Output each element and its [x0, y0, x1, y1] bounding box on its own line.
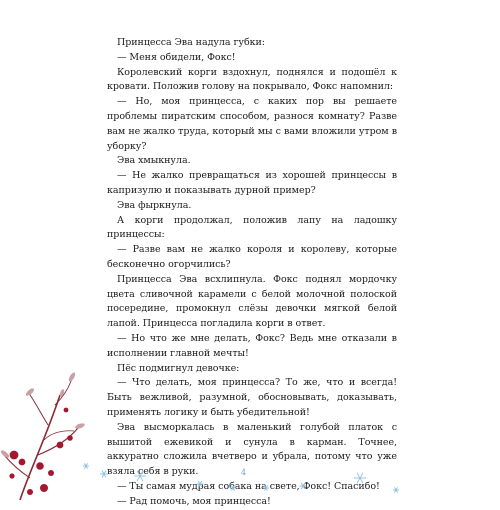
page-text [107, 36, 397, 510]
dialogue-line: — Разве вам не жалко короля и королеву, которые бесконечно огорчились? [107, 244, 397, 270]
paragraph: А корги продолжал, положив лапу на ладошку принцессы: [107, 214, 397, 241]
paragraph: Королевский корги вздохнул, поднялся и подошёл к кровати. Положив голову на покрывало, Фокс напомнил: [107, 66, 397, 93]
page-number: 4 [241, 468, 247, 477]
dialogue-line: — Что делать, моя принцесса? То же, что и всегда! Быть вежливой, разумной, обосновывать, доказывать, применять логику и быть убедительной! [107, 377, 397, 418]
paragraph: Принцесса Эва всхлипнула. Фокс поднял мордочку цвета сливочной карамели с белой молочной полоской посередине, промокнул слёзы девочки мягкой белой лапой. Принцесса погладила корги в ответ. [107, 273, 397, 330]
dialogue-line: — Рад помочь, моя принцесса! [117, 495, 271, 507]
berry-branch-icon [0, 372, 85, 500]
paragraph: Пёс подмигнул девочке: [117, 362, 240, 374]
paragraph: Эва хмыкнула. [117, 155, 191, 167]
paragraph: Эва высморкалась в маленький голубой платок с вышитой ежевикой и сунула в карман. Точнее, аккуратно сложила вчетверо и убрала, потому что уже взяла себя в руки. [107, 421, 397, 478]
dialogue-line: — Но что же мне делать, Фокс? Ведь мне отказали в исполнении главной мечты! [107, 332, 397, 359]
paragraph: Эва фыркнула. [117, 199, 192, 211]
dialogue-line: — Меня обидели, Фокс! [117, 51, 236, 63]
dialogue-line: — Но, моя принцесса, с каких пор вы решаете проблемы пиратским способом, разнося комнату? Разве вам не жалко труда, который мы с вами вложили утром в уборку? [107, 96, 397, 152]
dialogue-line: — Ты самая мудрая собака на свете, Фокс! Спасибо! [117, 480, 380, 492]
paragraph: Принцесса Эва надула губки: [117, 37, 265, 48]
dialogue-line: — Не жалко превращаться из хорошей принцессы в капризулю и показывать дурной пример? [107, 170, 397, 196]
